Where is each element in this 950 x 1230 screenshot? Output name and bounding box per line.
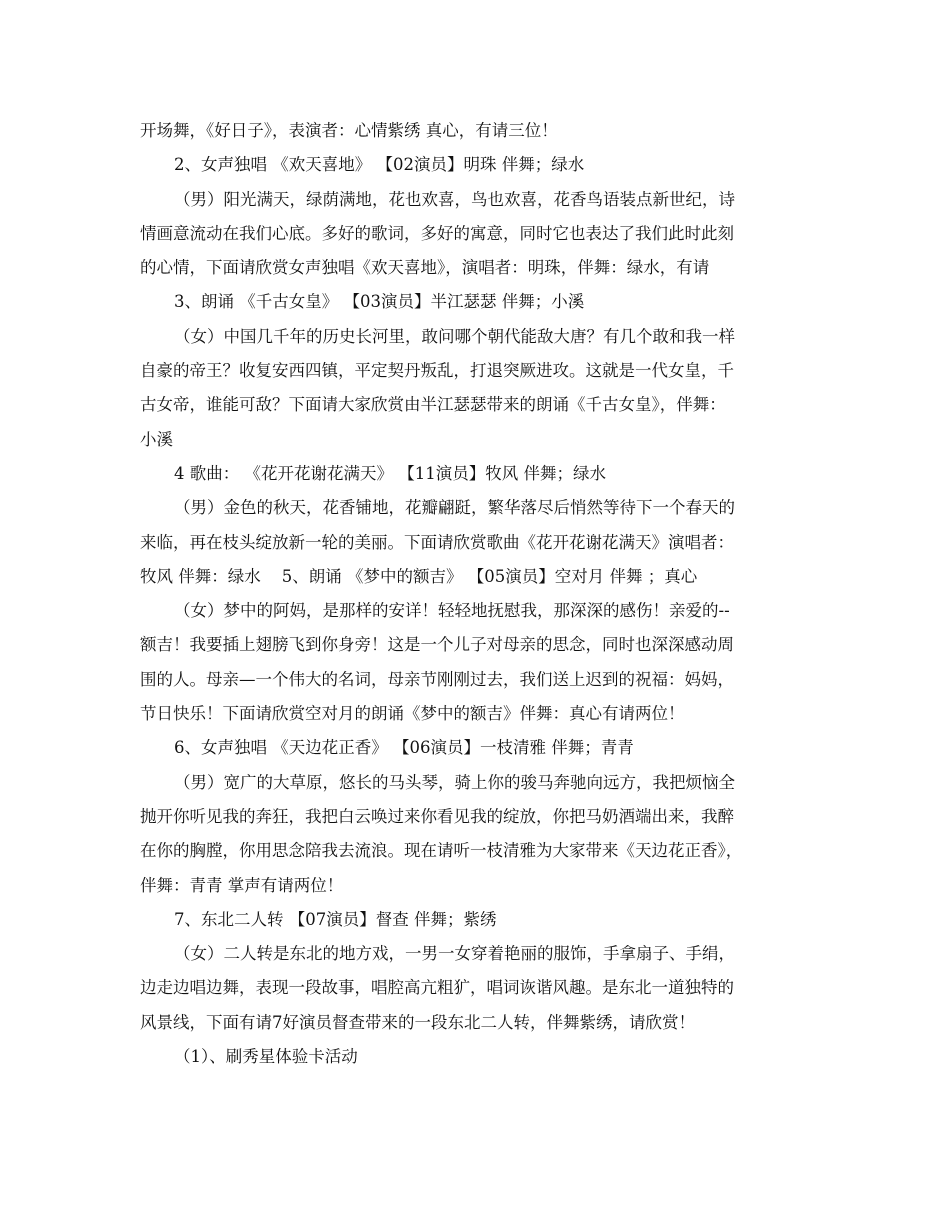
text-line: 伴舞：青青 掌声有请两位！	[140, 875, 344, 895]
paragraph	[140, 148, 830, 182]
paragraph	[140, 766, 830, 903]
text-line: （男）金色的秋天，花香铺地，花瓣翩跹，繁华落尽后悄然等待下一个春天的	[174, 498, 735, 518]
text-line: （男）宽广的大草原，悠长的马头琴，骑上你的骏马奔驰向远方，我把烦恼全	[174, 772, 735, 792]
text-line: 自豪的帝王？收复安西四镇，平定契丹叛乱，打退突厥进攻。这就是一代女皇，千	[140, 361, 734, 381]
text-line: 情画意流动在我们心底。多好的歌词，多好的寓意，同时它也表达了我们此时此刻	[140, 223, 734, 243]
text-line: 来临，再在枝头绽放新一轮的美丽。下面请欣赏歌曲《花开花谢花满天》演唱者：	[140, 532, 734, 552]
text-line: 牧风 伴舞：绿水 5、朗诵 《梦中的额吉》 【05演员】空对月 伴舞 ；真心	[140, 566, 698, 586]
paragraph	[140, 114, 830, 148]
paragraph	[140, 491, 830, 594]
text-line: 边走边唱边舞，表现一段故事，唱腔高亢粗犷，唱词诙谐风趣。是东北一道独特的	[140, 978, 734, 998]
text-line: 围的人。母亲—一个伟大的名词，母亲节刚刚过去，我们送上迟到的祝福：妈妈，	[140, 669, 734, 689]
text-line: 的心情，下面请欣赏女声独唱《欢天喜地》，演唱者：明珠，伴舞：绿水，有请	[140, 258, 710, 278]
text-line: （女）二人转是东北的地方戏，一男一女穿着艳丽的服饰，手拿扇子、手绢，	[174, 944, 735, 964]
paragraph	[140, 731, 830, 765]
text-line: 开场舞，《好日子》，表演者：心情紫绣 真心，有请三位！	[140, 121, 558, 140]
paragraph	[140, 594, 830, 731]
paragraph	[140, 903, 830, 937]
text-line: 节日快乐！下面请欣赏空对月的朗诵《梦中的额吉》伴舞：真心有请两位！	[140, 704, 685, 724]
paragraph	[140, 320, 830, 457]
paragraph	[140, 183, 830, 286]
text-line: 额吉！我要插上翅膀飞到你身旁！这是一个儿子对母亲的思念，同时也深深感动周	[140, 635, 734, 655]
text-line: 7、东北二人转 【07演员】督查 伴舞；紫绣	[174, 909, 497, 929]
text-line: 6、女声独唱 《天边花正香》 【06演员】一枝清雅 伴舞；青青	[174, 738, 634, 758]
paragraph	[140, 457, 830, 491]
text-line: 在你的胸膛，你用思念陪我去流浪。现在请听一枝清雅为大家带来《天边花正香》，	[140, 841, 743, 861]
text-line: （1）、刷秀星体验卡活动	[174, 1047, 358, 1067]
text-line: 抛开你听见我的奔狂，我把白云唤过来你看见我的绽放，你把马奶酒端出来，我醉	[140, 806, 734, 826]
text-line: 古女帝，谁能可敌？下面请大家欣赏由半江瑟瑟带来的朗诵《千古女皇》，伴舞：	[140, 395, 726, 415]
text-line: 2、女声独唱 《欢天喜地》 【02演员】明珠 伴舞；绿水	[174, 155, 585, 175]
text-line: 4 歌曲： 《花开花谢花满天》 【11演员】牧风 伴舞；绿水	[174, 463, 606, 483]
document-page	[140, 114, 830, 1074]
text-line: 3、朗诵 《千古女皇》 【03演员】半江瑟瑟 伴舞；小溪	[174, 292, 585, 312]
paragraph	[140, 285, 830, 319]
text-line: （男）阳光满天，绿荫满地，花也欢喜，鸟也欢喜，花香鸟语装点新世纪，诗	[174, 189, 735, 209]
paragraph	[140, 1040, 830, 1074]
text-line: （女）梦中的阿妈，是那样的安详！轻轻地抚慰我，那深深的感伤！亲爱的--	[174, 601, 730, 621]
text-line: 风景线，下面有请7好演员督查带来的一段东北二人转，伴舞紫绣，请欣赏！	[140, 1012, 695, 1032]
paragraph	[140, 937, 830, 1040]
text-line: 小溪	[140, 429, 173, 449]
text-line: （女）中国几千年的历史长河里，敢问哪个朝代能敌大唐？有几个敢和我一样	[174, 326, 735, 346]
